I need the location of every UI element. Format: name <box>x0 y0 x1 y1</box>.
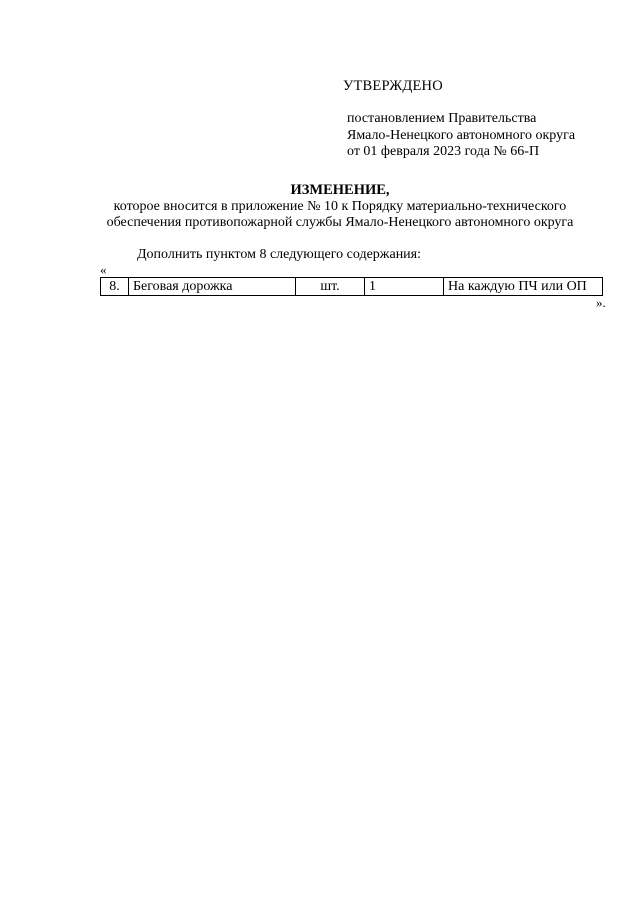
row-unit: шт. <box>296 278 365 296</box>
table-row <box>101 278 603 296</box>
row-quantity: 1 <box>365 278 444 296</box>
closing-quote: ». <box>596 295 606 310</box>
decree-line: от 01 февраля 2023 года № 66-П <box>347 144 540 159</box>
items-table <box>100 277 603 296</box>
decree-line: Ямало-Ненецкого автономного округа <box>347 127 576 143</box>
approval-label: УТВЕРЖДЕНО <box>343 78 443 94</box>
opening-quote: « <box>100 262 107 277</box>
row-norm: На каждую ПЧ или ОП <box>444 278 603 296</box>
row-item-name: Беговая дорожка <box>129 278 296 296</box>
heading-line: обеспечения противопожарной службы Ямало-Ненецкого автономного округа <box>106 215 574 230</box>
decree-line: постановлением Правительства <box>347 111 537 126</box>
row-number: 8. <box>101 278 129 296</box>
intro-paragraph: Дополнить пунктом 8 следующего содержания: <box>137 247 422 262</box>
heading-title: ИЗМЕНЕНИЕ, <box>290 182 390 198</box>
document-heading <box>90 182 590 232</box>
heading-line: которое вносится в приложение № 10 к Порядку материально-технического <box>113 198 567 214</box>
approval-decree <box>347 111 575 161</box>
